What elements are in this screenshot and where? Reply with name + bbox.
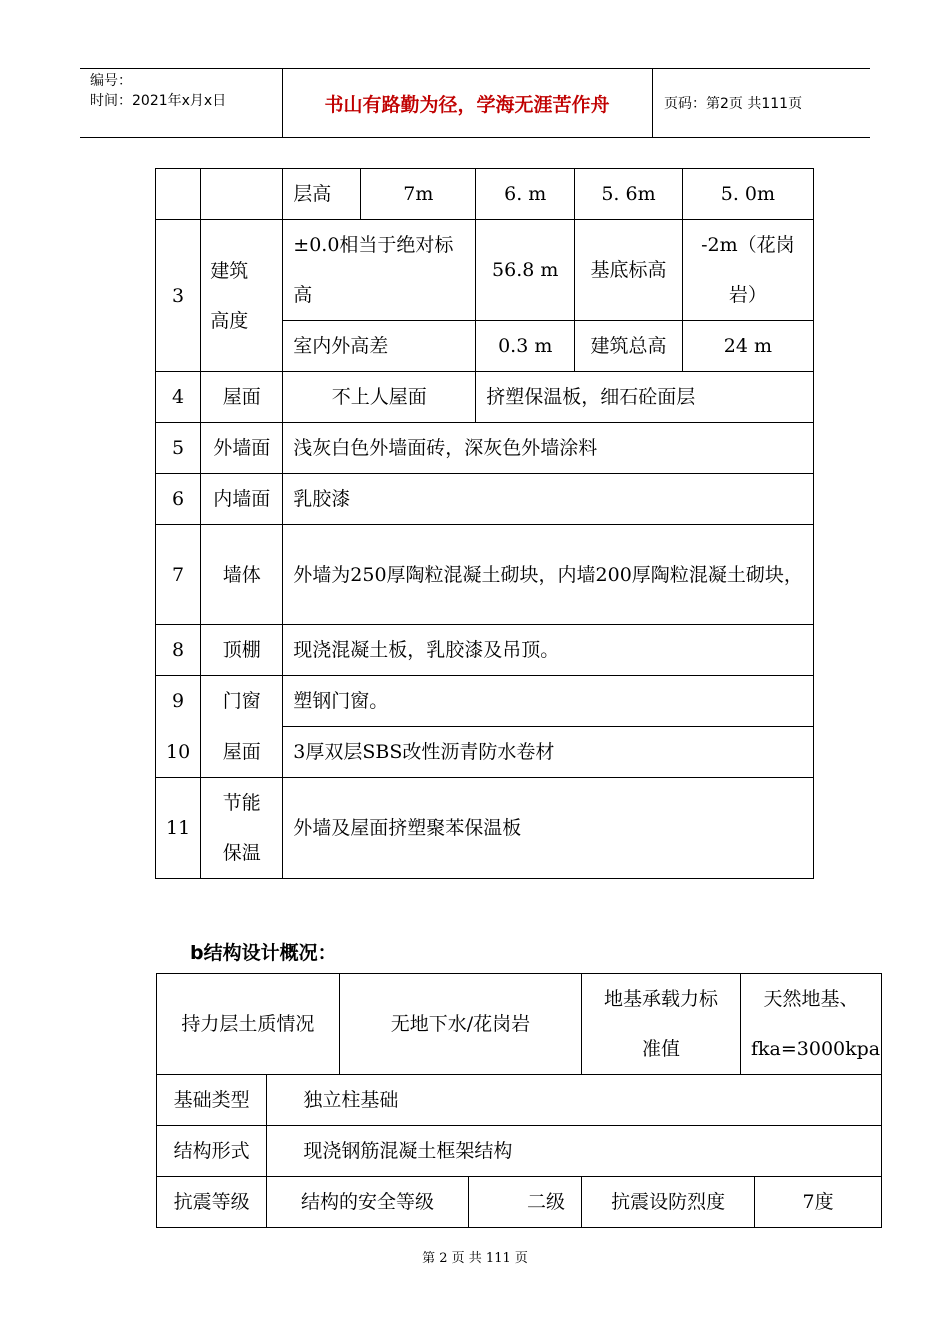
architecture-table [155,168,814,879]
section-title: b结构设计概况： [190,942,337,964]
page-footer: 第 2 页 共 111 页 [422,1251,528,1266]
foundation-type-label: 基础类型 [157,1075,267,1126]
table-row [156,625,814,676]
row-item: 节能保温 [201,778,283,879]
row-number: 10 [156,727,201,778]
safety-grade-label: 结构的安全等级 [267,1177,468,1228]
table-row [156,727,814,778]
table-row [157,1126,882,1177]
header-number: 编号： [90,73,132,89]
floor-height-value: 7m [361,169,476,220]
seismic-intensity-label: 抗震设防烈度 [582,1177,755,1228]
row-item: 墙体 [201,525,283,625]
row-number: 9 [156,676,201,727]
floor-height-label: 层高 [283,169,361,220]
row-number: 3 [156,220,201,372]
total-height-label: 建筑总高 [575,321,683,372]
base-elevation-value: -2m（花岗岩） [682,220,813,321]
row-item: 建筑高度 [201,220,283,372]
table-row [157,974,882,1075]
row-number: 6 [156,474,201,525]
row-content: 现浇混凝土板，乳胶漆及吊顶。 [283,625,814,676]
table-row [156,220,814,321]
header-meta [90,71,226,111]
row-item: 顶棚 [201,625,283,676]
row-item: 屋面 [201,372,283,423]
row-item: 内墙面 [201,474,283,525]
structure-form-label: 结构形式 [157,1126,267,1177]
row-number: 11 [156,778,201,879]
row-number: 8 [156,625,201,676]
row-item: 屋面 [201,727,283,778]
row-content: 浅灰白色外墙面砖，深灰色外墙涂料 [283,423,814,474]
table-row [157,1075,882,1126]
table-row [156,169,814,220]
table-row [156,474,814,525]
table-row [156,372,814,423]
table-row [156,778,814,879]
row-number: 7 [156,525,201,625]
total-height-value: 24 m [682,321,813,372]
structure-table [156,973,882,1228]
roof-type: 不上人屋面 [283,372,476,423]
bearing-layer-value: 无地下水/花岗岩 [339,974,581,1075]
row-number: 4 [156,372,201,423]
foundation-type-value: 独立柱基础 [267,1075,882,1126]
table-cell [156,169,201,220]
row-content: 挤塑保温板，细石砼面层 [476,372,814,423]
floor-height-value: 6. m [476,169,575,220]
header-motto: 书山有路勤为径，学海无涯苦作舟 [324,93,610,116]
table-row [157,1177,882,1228]
floor-height-value: 5. 6m [575,169,683,220]
bearing-layer-label: 持力层土质情况 [157,974,340,1075]
row-number: 5 [156,423,201,474]
row-item: 外墙面 [201,423,283,474]
table-row [156,525,814,625]
structure-form-value: 现浇钢筋混凝土框架结构 [267,1126,882,1177]
table-row [156,676,814,727]
row-content: 外墙及屋面挤塑聚苯保温板 [283,778,814,879]
bearing-capacity-value: 天然地基、fka=3000kpa [740,974,881,1075]
row-content: 塑钢门窗。 [283,676,814,727]
header-page-number: 页码：第2页 共111页 [664,96,803,112]
floor-height-value: 5. 0m [682,169,813,220]
table-row [156,423,814,474]
row-content: 3厚双层SBS改性沥青防水卷材 [283,727,814,778]
safety-grade-value: 二级 [468,1177,581,1228]
page-header [80,68,870,138]
elevation-value: 56.8 m [476,220,575,321]
seismic-intensity-value: 7度 [755,1177,882,1228]
elevation-label: ±0.0相当于绝对标高 [283,220,476,321]
height-diff-value: 0.3 m [476,321,575,372]
seismic-grade-label: 抗震等级 [157,1177,267,1228]
row-content: 外墙为250厚陶粒混凝土砌块，内墙200厚陶粒混凝土砌块， [283,525,814,625]
header-time: 时间：2021年x月x日 [90,93,227,109]
row-content: 乳胶漆 [283,474,814,525]
base-elevation-label: 基底标高 [575,220,683,321]
bearing-capacity-label: 地基承载力标准值 [582,974,741,1075]
height-diff-label: 室内外高差 [283,321,476,372]
row-item: 门窗 [201,676,283,727]
table-cell [201,169,283,220]
header-divider [652,69,653,137]
